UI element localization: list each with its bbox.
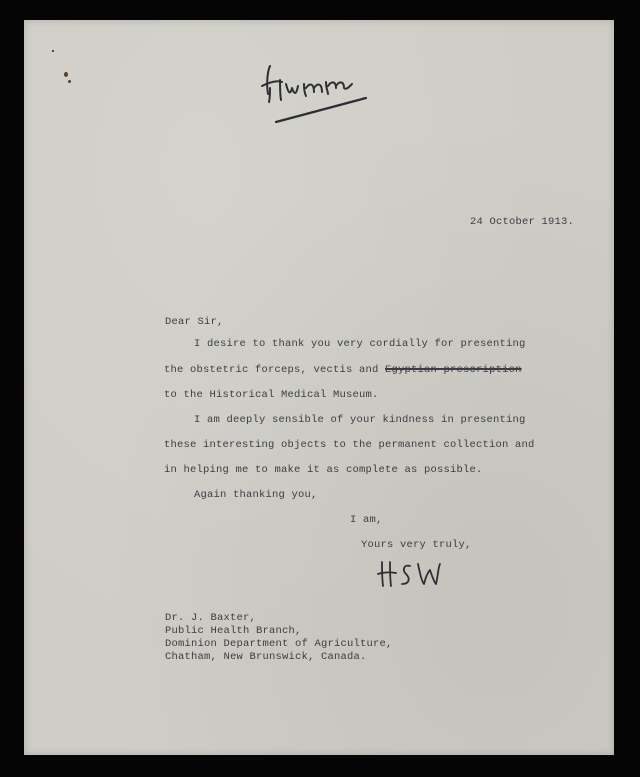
paragraph1-line2 xyxy=(164,364,522,376)
paper-stain xyxy=(64,72,68,77)
handwritten-initials-top xyxy=(256,58,376,128)
i-am: I am, xyxy=(350,514,383,526)
paragraph1-line2-text: the obstetric forceps, vectis and xyxy=(164,364,386,376)
paragraph2-line2: these interesting objects to the permanent collection and xyxy=(164,439,535,451)
addressee-name: Dr. J. Baxter, xyxy=(165,612,257,624)
paragraph2-line3: in helping me to make it as complete as possible. xyxy=(164,464,483,476)
closing-line: Again thanking you, xyxy=(194,489,318,501)
letter-date: 24 October 1913. xyxy=(470,216,575,228)
addressee-line1: Public Health Branch, xyxy=(165,625,302,637)
paragraph2-line1: I am deeply sensible of your kindness in presenting xyxy=(194,414,526,426)
addressee-line3: Chatham, New Brunswick, Canada. xyxy=(165,651,367,663)
paragraph1-line1: I desire to thank you very cordially for presenting xyxy=(194,338,526,350)
paper-stain xyxy=(68,80,71,83)
struck-text: Egyptian prescription xyxy=(385,364,522,376)
letter-page xyxy=(24,20,614,755)
handwritten-signature xyxy=(376,556,446,590)
addressee-line2: Dominion Department of Agriculture, xyxy=(165,638,393,650)
paragraph1-line3: to the Historical Medical Museum. xyxy=(164,389,379,401)
valediction: Yours very truly, xyxy=(361,539,472,551)
salutation: Dear Sir, xyxy=(165,316,224,328)
paper-stain xyxy=(52,50,54,52)
